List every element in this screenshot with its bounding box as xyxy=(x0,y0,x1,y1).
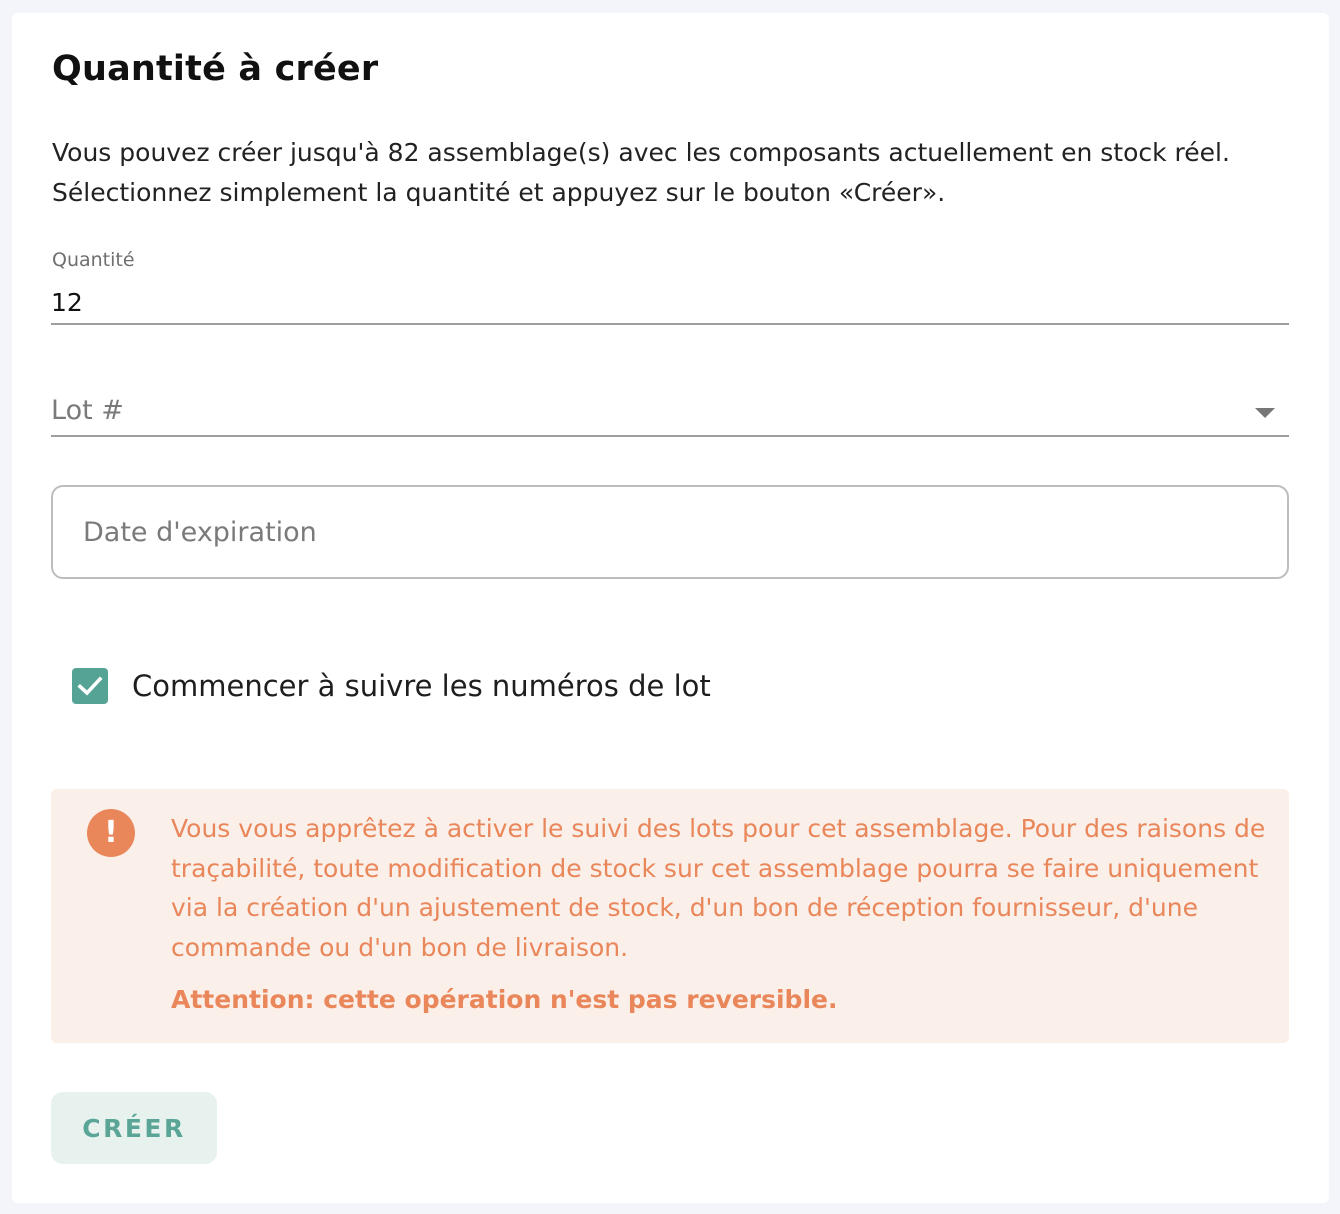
description-text: Vous pouvez créer jusqu'à 82 assemblage(s) avec les composants actuellement en stock réel. Sélectionnez simplement la quantité et appuyez sur le bouton «Créer». xyxy=(52,138,1230,207)
check-icon xyxy=(76,672,104,700)
exclamation-glyph: ! xyxy=(104,815,118,850)
expiration-date-input[interactable] xyxy=(83,509,1263,555)
alert-warning: Attention: cette opération n'est pas reversible. xyxy=(171,985,838,1014)
quantity-input[interactable] xyxy=(51,281,1289,325)
exclamation-circle-icon xyxy=(87,809,135,857)
lot-select[interactable] xyxy=(51,385,1289,437)
caret-down-icon xyxy=(1255,408,1275,418)
alert-message: Vous vous apprêtez à activer le suivi des lots pour cet assemblage. Pour des raisons de traçabilité, toute modification de stock sur cet assemblage pourra se faire uniquement via la création d'un ajustement de stock, d'un bon de réception fournisseur, d'une commande ou d'un bon de livraison. xyxy=(171,814,1266,962)
track-lots-label: Commencer à suivre les numéros de lot xyxy=(132,669,711,703)
lot-tracking-alert xyxy=(51,789,1289,1043)
quantity-label: Quantité xyxy=(52,249,135,271)
track-lots-checkbox[interactable] xyxy=(72,668,108,704)
lot-label: Lot # xyxy=(51,395,124,426)
form-card xyxy=(12,13,1329,1203)
create-button[interactable]: CRÉER xyxy=(51,1092,217,1164)
page-title: Quantité à créer xyxy=(52,49,379,89)
expiration-date-field[interactable] xyxy=(51,485,1289,579)
